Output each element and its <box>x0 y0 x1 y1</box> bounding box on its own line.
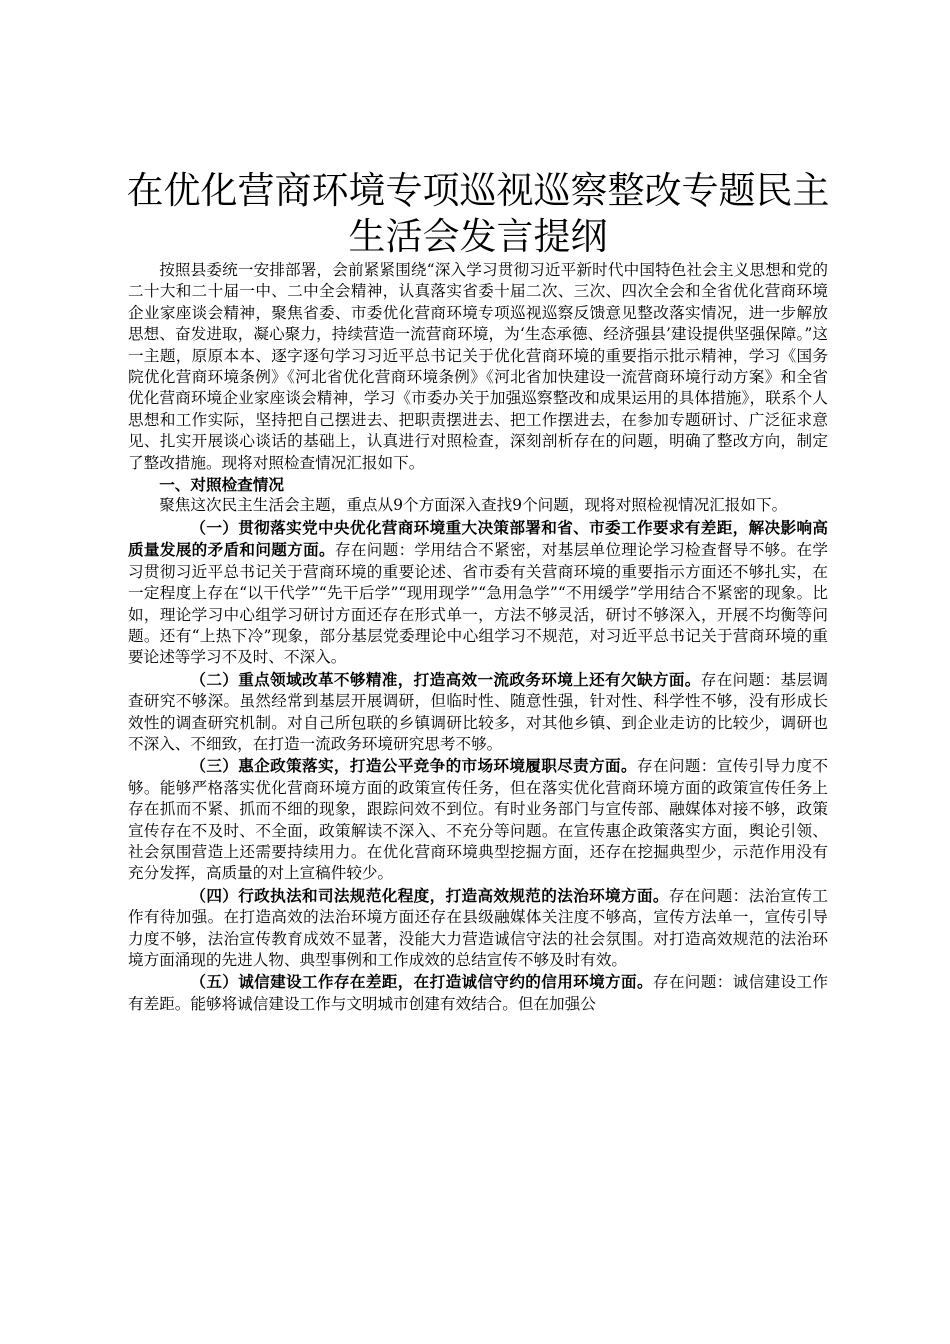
section-heading: 一、对照检查情况 <box>159 475 284 495</box>
item-paragraph-5 <box>128 971 828 1015</box>
item-lead-2: （二）重点领域改革不够精准，打造高效一流政务环境上还有欠缺方面。 <box>190 669 701 689</box>
item-body-1: 存在问题：学用结合不紧密，对基层单位理论学习检查督导不够。在学习贯彻习近平总书记关于营商环境的重要论述、省市委有关营商环境的重要指示方面还不够扎实，在一定程度上存在“以干代学”“先干后学”“现用现学”“急用急学”“不用缓学”学用结合不紧密的现象。比如，理论学习中心组学习研讨方面还存在形式单一，方法不够灵活，研讨不够深入，开展不均衡等问题。还有“上热下冷”现象，部分基层党委理论中心组学习不规范，对习近平总书记关于营商环境的重要论述等学习不及时、不深入。 <box>128 541 828 667</box>
item-lead-5: （五）诚信建设工作存在差距，在打造诚信守约的信用环境方面。 <box>190 972 653 992</box>
item-body-2: 存在问题：基层调查研究不够深。虽然经常到基层开展调研，但临时性、随意性强，针对性、科学性不够，没有形成长效性的调查研究机制。对自己所包联的乡镇调研比较多，对其他乡镇、到企业走访的比较少，调研也不深入、不细致，在打造一流政务环境研究思考不够。 <box>128 670 828 753</box>
item-lead-3: （三）惠企政策落实，打造公平竞争的市场环境履职尽责方面。 <box>190 756 637 776</box>
item-paragraph-2 <box>128 669 828 756</box>
document-title: 在优化营商环境专项巡视巡察整改专题民主生活会发言提纲 <box>126 169 830 258</box>
item-body-4: 存在问题：法治宣传工作有待加强。在打造高效的法治环境方面还存在县级融媒体关注度不够高，宣传方法单一，宣传引导力度不够，法治宣传教育成效不显著，没能大力营造诚信守法的社会氛围。对打造高效规范的法治环境方面涌现的先进人物、典型事例和工作成效的总结宣传不够及时有效。 <box>128 886 828 969</box>
section-intro-paragraph: 聚焦这次民主生活会主题，重点从9个方面深入查找9个问题，现将对照检视情况汇报如下。 <box>159 496 788 515</box>
item-paragraph-3 <box>128 755 828 884</box>
item-paragraph-1 <box>128 517 828 669</box>
item-lead-1: （一）贯彻落实党中央优化营商环境重大决策部署和省、市委工作要求有差距，解决影响高质量发展的矛盾和问题方面。 <box>128 517 828 560</box>
document-page <box>128 168 828 1015</box>
item-lead-4: （四）行政执法和司法规范化程度，打造高效规范的法治环境方面。 <box>190 885 669 905</box>
item-body-5: 存在问题：诚信建设工作有差距。能够将诚信建设工作与文明城市创建有效结合。但在加强公 <box>128 973 828 1013</box>
item-body-3: 存在问题：宣传引导力度不够。能够严格落实优化营商环境方面的政策宣传任务，但在落实优化营商环境方面的政策宣传任务上存在抓而不紧、抓而不细的现象，跟踪问效不到位。有时业务部门与宣传部、融媒体对接不够，政策宣传存在不及时、不全面，政策解读不深入、不充分等问题。在宣传惠企政策落实方面，舆论引领、社会氛围营造上还需要持续用力。在优化营商环境典型挖掘方面，还存在挖掘典型少，示范作用没有充分发挥，高质量的对上宣稿件较少。 <box>128 757 828 883</box>
intro-paragraph: 按照县委统一安排部署，会前紧紧围绕“深入学习贯彻习近平新时代中国特色社会主义思想和党的二十大和二十届一中、二中全会精神，认真落实省委十届二次、三次、四次全会和全省优化营商环境企业家座谈会精神，聚焦省委、市委优化营商环境专项巡视巡察反馈意见整改落实情况，进一步解放思想、奋发进取，凝心聚力，持续营造一流营商环境，为‘生态承德、经济强县’建设提供坚强保障。”这一主题，原原本本、逐字逐句学习习近平总书记关于优化营商环境的重要指示批示精神，学习《国务院优化营商环境条例》《河北省优化营商环境条例》《河北省加快建设一流营商环境行动方案》和全省优化营商环境企业家座谈会精神，学习《市委办关于加强巡察整改和成果运用的具体措施》，联系个人思想和工作实际，坚持把自己摆进去、把职责摆进去、把工作摆进去，在参加专题研讨、广泛征求意见、扎实开展谈心谈话的基础上，认真进行对照检查，深刻剖析存在的问题，明确了整改方向，制定了整改措施。现将对照检查情况汇报如下。 <box>128 261 828 472</box>
item-paragraph-4 <box>128 885 828 972</box>
